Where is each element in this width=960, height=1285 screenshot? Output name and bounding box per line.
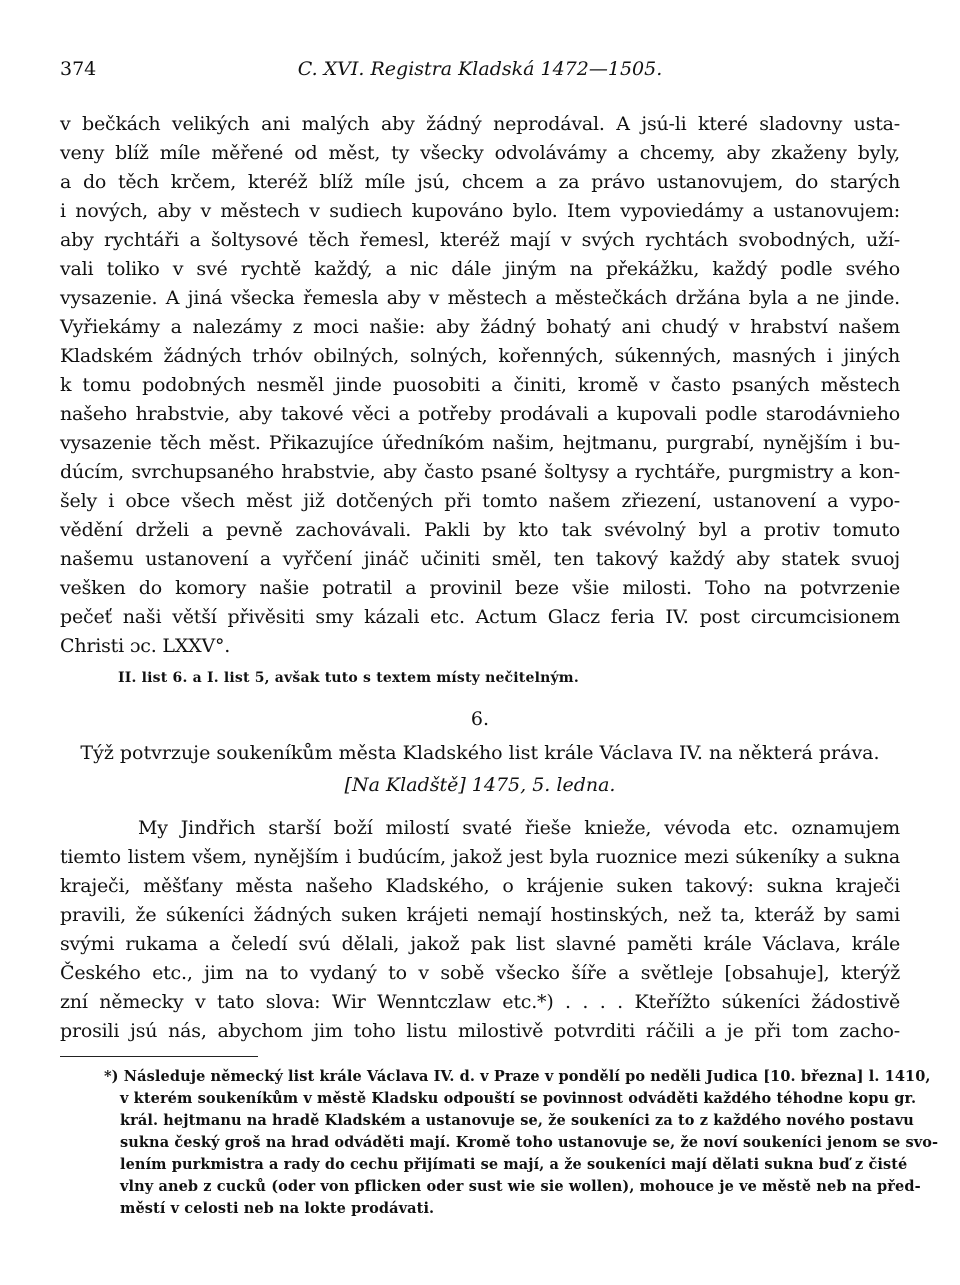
body-line: šely i obce všech měst již dotčených při tomto našem zřiezení, ustanovení a vypo-: [60, 490, 900, 512]
body-line: dúcím, svrchupsaného hrabstvie, aby často psané šoltysy a rychtáře, purgmistry a kon-: [60, 461, 900, 483]
section-line: prosili jsú nás, abychom jim toho listu milostivě potvrditi ráčili a je při tom zacho-: [60, 1020, 900, 1042]
body-line: veny blíž míle měřené od měst, ty všecky odvolávámy a chcemy, aby zkaženy byly,: [60, 142, 900, 164]
body-line: Christi ɔc. LXXV°.: [60, 635, 231, 657]
source-note: II. list 6. a I. list 5, avšak tuto s textem místy nečitelným.: [118, 670, 579, 686]
body-line: vědění drželi a pevně zachovávali. Pakli by kto tak svévolný byl a protiv tomuto: [60, 519, 900, 541]
section-number: 6.: [470, 708, 490, 730]
section-line: kraječi, měšťany města našeho Kladského, o krájenie suken takový: sukna kraječi: [60, 875, 900, 897]
section-line: tiemto listem všem, nynějším i budúcím, jakož jest byla ruoznice mezi súkeníky a sukna: [60, 846, 900, 868]
running-title: C. XVI. Registra Kladská 1472—1505.: [297, 58, 663, 80]
footnote-line: lením purkmistra a rady do cechu přijímati se mají, a že soukeníci mají dělati sukna buď z čisté: [120, 1156, 908, 1173]
section-title: Týž potvrzuje soukeníkům města Kladského list krále Václava IV. na některá práva.: [80, 742, 880, 764]
body-line: a do těch krčem, kteréž blíž míle jsú, chcem a za právo ustanovujem, do starých: [60, 171, 900, 193]
body-line: v bečkách velikých ani malých aby žádný neprodával. A jsú-li které sladovny usta-: [60, 113, 900, 135]
section-line: svými rukama a čeledí svú dělali, jakož pak list slavné paměti krále Václava, krále: [60, 933, 900, 955]
footnote-line: *) Následuje německý list krále Václava IV. d. v Praze v pondělí po neděli Judica [10. března] l. 1410,: [104, 1068, 931, 1085]
footnote-line: král. hejtmanu na hradě Kladském a ustanovuje se, že soukeníci za to z každého nového postavu: [120, 1112, 914, 1129]
footnote-rule: [60, 1056, 258, 1057]
footnote-line: městí v celosti neb na lokte prodávati.: [120, 1200, 435, 1217]
section-date: [Na Kladště] 1475, 5. ledna.: [344, 774, 616, 796]
body-line: Vyřiekámy a nalezámy z moci našie: aby žádný bohatý ani chudý v hrabství našem: [60, 316, 900, 338]
body-line: vešken do komory našie potratil a provinil beze všie milosti. Toho na potvrzenie: [60, 577, 900, 599]
body-line: vysazenie. A jiná všecka řemesla aby v městech a městečkách držána byla a ne jinde.: [60, 287, 900, 309]
body-line: Kladském žádných trhóv obilných, solných, kořenných, súkenných, masných i jiných: [60, 345, 900, 367]
body-line: k tomu podobných nesměl jinde puosobiti a činiti, kromě v často psaných městech: [60, 374, 900, 396]
body-line: pečeť naši větší přivěsiti smy kázali etc. Actum Glacz feria IV. post circumcisionem: [60, 606, 900, 628]
body-line: vali toliko v své rychtě každý, a nic dále jiným na překážku, každý podle svého: [60, 258, 900, 280]
body-line: i nových, aby v městech v sudiech kupováno bylo. Item vypoviedámy a ustanovujem:: [60, 200, 900, 222]
footnote-line: vlny aneb z cucků (oder von pflicken oder sust wie sie wollen), mohouce je ve městě neb na před-: [120, 1178, 921, 1195]
footnote-line: v kterém soukeníkům v městě Kladsku odpouští se povinnost odváděti každého téhodne kopu gr.: [120, 1090, 917, 1107]
body-line: vysazenie těch měst. Přikazujíce úředníkóm našim, hejtmanu, purgrabí, nynějším i bu-: [60, 432, 900, 454]
body-line: našemu ustanovení a vyřčení jináč učiniti směl, ten takový každý aby statek svuoj: [60, 548, 900, 570]
section-line: Českého etc., jim na to vydaný to v sobě všecko šíře a světleje [obsahuje], kterýž: [60, 962, 900, 984]
section-line: zní německy v tato slova: Wir Wenntczlaw etc.*) . . . . Kteřížto súkeníci žádostivě: [60, 991, 900, 1013]
body-line: našeho hrabstvie, aby takové věci a potřeby prodávali a kupovali podle starodávnieho: [60, 403, 900, 425]
page-number: 374: [60, 58, 97, 80]
body-line: aby rychtáři a šoltysové těch řemesl, kteréž mají v svých rychtách svobodných, uží-: [60, 229, 900, 251]
footnote-line: sukna český groš na hrad odváděti mají. Kromě toho ustanovuje se, že noví soukeníci jenom se svo-: [120, 1134, 939, 1151]
section-line: My Jindřich starší boží milostí svaté řieše knieže, vévoda etc. oznamujem: [138, 817, 900, 839]
section-line: pravili, že súkeníci žádných suken krájeti nemají hostinských, než ta, kteráž by sami: [60, 904, 900, 926]
